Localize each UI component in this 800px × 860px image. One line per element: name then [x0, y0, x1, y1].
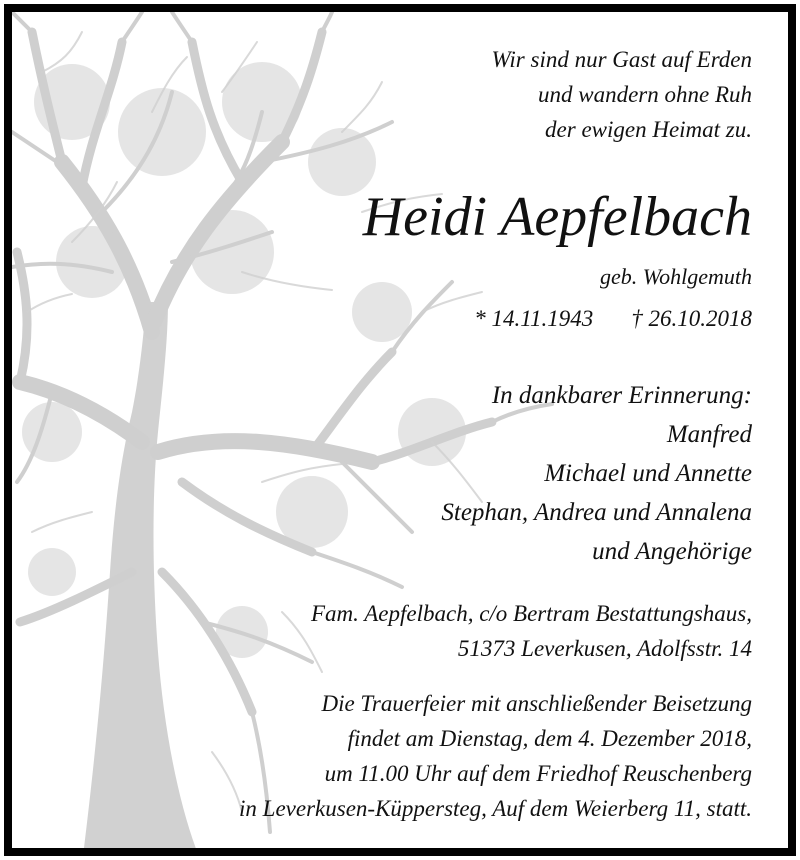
address-line: 51373 Leverkusen, Adolfsstr. 14 [457, 636, 752, 661]
poem-line: und wandern ohne Ruh [537, 82, 752, 107]
mourners-heading: In dankbarer Erinnerung: [491, 382, 752, 409]
address-line: Fam. Aepfelbach, c/o Bertram Bestattungshaus, [311, 601, 752, 626]
mourner-name: Michael und Annette [544, 460, 752, 487]
ceremony-details [239, 686, 752, 826]
deceased-name: Heidi Aepfelbach [362, 186, 752, 248]
ceremony-line: um 11.00 Uhr auf dem Friedhof Reuschenberg [324, 761, 752, 786]
poem-line: Wir sind nur Gast auf Erden [491, 47, 752, 72]
life-dates [474, 304, 752, 334]
mourner-name: Manfred [666, 421, 752, 448]
birth-name: geb. Wohlgemuth [600, 264, 752, 289]
contact-address [311, 596, 752, 666]
death-date: † 26.10.2018 [631, 306, 752, 331]
birth-date: * 14.11.1943 [474, 306, 594, 331]
obituary-notice [4, 4, 796, 856]
mourners-block [441, 376, 752, 571]
mourner-name: und Angehörige [592, 538, 752, 565]
poem-line: der ewigen Heimat zu. [545, 117, 752, 142]
ceremony-line: Die Trauerfeier mit anschließender Beisetzung [321, 691, 752, 716]
ceremony-line: findet am Dienstag, dem 4. Dezember 2018, [347, 726, 752, 751]
mourner-name: Stephan, Andrea und Annalena [441, 499, 752, 526]
ceremony-line: in Leverkusen-Küppersteg, Auf dem Weierberg 11, statt. [239, 796, 752, 821]
poem-verse [492, 42, 752, 147]
